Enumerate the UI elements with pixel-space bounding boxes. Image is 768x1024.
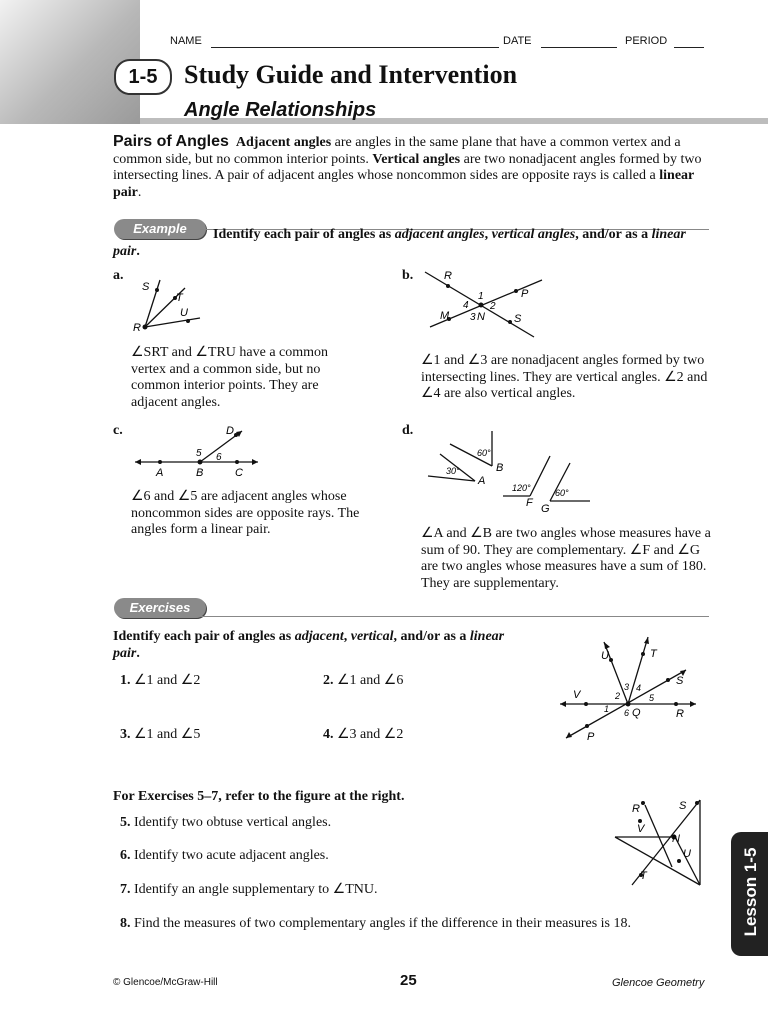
- lesson-badge: 1-5: [114, 59, 172, 95]
- lesson-side-tab: Lesson 1-5: [731, 832, 768, 956]
- label-R: R: [133, 322, 141, 334]
- svg-text:5: 5: [649, 693, 655, 703]
- exercise-7: 7. Identify an angle supplementary to ∠TNU.: [120, 882, 378, 897]
- exercise-8: 8. Find the measures of two complementary angles if the difference in their measures is 18.: [120, 916, 631, 931]
- svg-text:4: 4: [636, 683, 642, 693]
- label-T: T: [176, 292, 183, 304]
- name-field: [170, 34, 499, 48]
- example-a-text: ∠SRT and ∠TRU have a common vertex and a common side, but no common interior points. They are adjacent angles.: [131, 345, 329, 410]
- exercises-section2: For Exercises 5–7, refer to the figure at the right.: [113, 789, 405, 804]
- date-field: [503, 34, 617, 48]
- figure-c: [130, 420, 270, 480]
- footer-book-title: Glencoe Geometry: [612, 977, 705, 989]
- exercise-2: 2. ∠1 and ∠6: [323, 673, 404, 688]
- figure-d: [420, 426, 600, 516]
- exercise-figure-2: [610, 795, 705, 890]
- label-R: R: [444, 270, 452, 282]
- label-M: M: [440, 310, 450, 322]
- page-subtitle: Angle Relationships: [184, 99, 377, 121]
- exercises-rule: [200, 616, 709, 617]
- exercise-3: 3. ∠1 and ∠5: [120, 727, 201, 742]
- example-b-text: ∠1 and ∠3 are nonadjacent angles formed by two intersecting lines. They are vertical angles. ∠2 and ∠4 are also vertical angles.: [421, 353, 708, 401]
- period-field: [625, 34, 704, 48]
- angle-f-measure: 120°: [512, 483, 531, 493]
- label-S: S: [142, 281, 150, 293]
- svg-text:S: S: [676, 675, 684, 687]
- svg-text:1: 1: [604, 704, 610, 714]
- exercise-6: 6. Identify two acute adjacent angles.: [120, 848, 329, 863]
- svg-text:6: 6: [624, 708, 630, 718]
- svg-text:N: N: [672, 833, 680, 845]
- example-c-label: c.: [113, 423, 123, 438]
- svg-text:U: U: [601, 650, 609, 662]
- example-d-label: d.: [402, 423, 414, 438]
- label-B: B: [496, 462, 504, 474]
- exercise-4: 4. ∠3 and ∠2: [323, 727, 404, 742]
- pairs-heading: Pairs of Angles: [113, 133, 229, 150]
- label-A: A: [156, 467, 164, 479]
- example-instructions: Identify each pair of angles as adjacent angles, vertical angles, and/or as a linear pair.: [113, 227, 686, 259]
- label-A: A: [478, 475, 486, 487]
- svg-text:Q: Q: [632, 707, 641, 719]
- label-U: U: [180, 307, 188, 319]
- figure-b: [420, 264, 550, 344]
- example-label: Example: [114, 219, 206, 239]
- label-D: D: [226, 425, 234, 437]
- angle-g-measure: 60°: [555, 488, 569, 498]
- exercise-1: 1. ∠1 and ∠2: [120, 673, 201, 688]
- svg-text:4: 4: [463, 300, 469, 311]
- svg-text:P: P: [587, 731, 595, 743]
- exercises-instructions: Identify each pair of angles as adjacent, vertical, and/or as a linear pair.: [113, 629, 505, 661]
- label-B: B: [196, 467, 204, 479]
- period-label: PERIOD: [625, 35, 668, 47]
- exercises-label: Exercises: [114, 598, 206, 618]
- svg-text:1: 1: [478, 291, 484, 302]
- term-linear-pair: linear pair: [113, 168, 694, 200]
- page-number: 25: [400, 972, 417, 989]
- svg-text:T: T: [640, 870, 647, 882]
- svg-text:2: 2: [490, 301, 496, 312]
- label-G: G: [541, 503, 550, 515]
- angle-a-measure: 30°: [446, 466, 460, 476]
- example-b-label: b.: [402, 268, 414, 283]
- name-label: NAME: [170, 35, 202, 47]
- label-C: C: [235, 467, 243, 479]
- svg-text:U: U: [683, 848, 691, 860]
- svg-text:V: V: [573, 689, 581, 701]
- svg-text:R: R: [632, 803, 640, 815]
- svg-text:5: 5: [196, 448, 202, 459]
- page-title: Study Guide and Intervention: [184, 60, 518, 89]
- exercise-5: 5. Identify two obtuse vertical angles.: [120, 815, 332, 830]
- example-a-label: a.: [113, 268, 124, 283]
- svg-text:V: V: [637, 823, 645, 835]
- svg-text:S: S: [679, 800, 687, 812]
- label-S: S: [514, 313, 522, 325]
- svg-text:R: R: [676, 708, 684, 720]
- label-F: F: [526, 497, 533, 509]
- pairs-intro: Pairs of Angles Adjacent angles are angles in the same plane that have a common vertex and a common side, but no common interior points. Vertical angles are two nonadjacent angles formed by two intersecting lines. A pair of adjacent angles whose noncommon sides are opposite rays is called a linear pair.: [113, 133, 702, 200]
- term-vertical: Vertical angles: [372, 151, 461, 167]
- exercise-figure-1: [556, 632, 701, 744]
- svg-text:T: T: [650, 648, 657, 660]
- term-adjacent: Adjacent angles: [235, 135, 332, 150]
- label-N: N: [477, 311, 485, 323]
- angle-b-measure: 60°: [477, 448, 491, 458]
- date-label: DATE: [503, 35, 532, 47]
- svg-text:3: 3: [624, 682, 630, 692]
- figure-a: [130, 274, 220, 338]
- example-d-text: ∠A and ∠B are two angles whose measures have a sum of 90. They are complementary. ∠F and ∠G are two angles whose measures have a sum of 180. They are supplementary.: [421, 526, 711, 591]
- example-c-text: ∠6 and ∠5 are adjacent angles whose noncommon sides are opposite rays. The angles form a linear pair.: [131, 489, 360, 537]
- footer-copyright: © Glencoe/McGraw-Hill: [113, 977, 218, 988]
- svg-text:6: 6: [216, 452, 222, 463]
- label-P: P: [521, 288, 529, 300]
- svg-text:3: 3: [470, 312, 476, 323]
- svg-text:2: 2: [615, 691, 621, 701]
